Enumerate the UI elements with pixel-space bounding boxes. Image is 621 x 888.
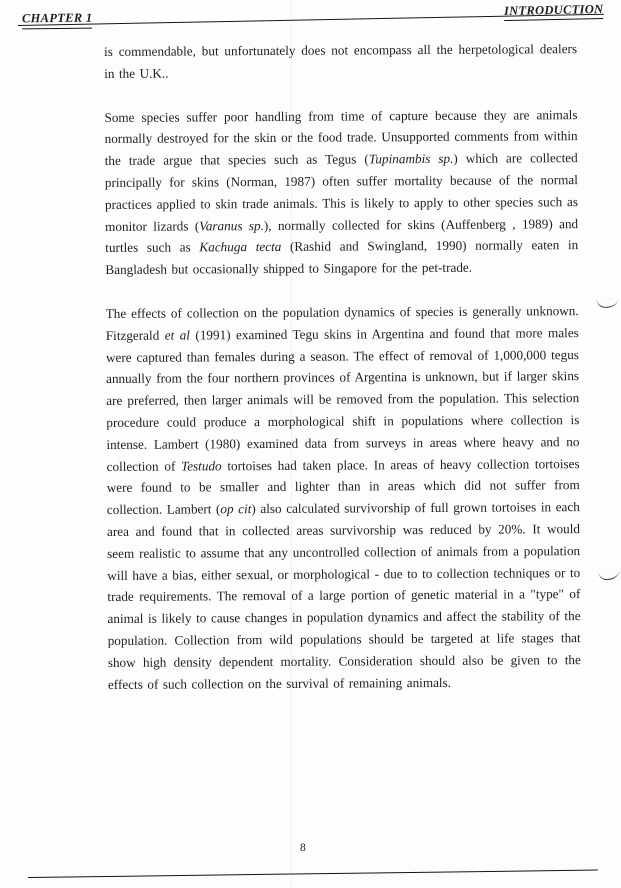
paragraph: The effects of collection on the population dynamics of species is generally unknown. Fitzgerald et al (1991) examined Tegu skins in Argentina and found that more males were captured than females during a season. The effect of removal of 1,000,000 tegus annually from the four northern provinces of Argentina is unknown, but if larger skins are preferred, then larger animals will be removed from the population. This selection procedure could produce a morphological shift in populations where collection is intense. Lambert (1980) examined data from surveys in areas where heavy and no collection of Testudo tortoises had taken place. In areas of heavy collection tortoises were found to be smaller and lighter than in areas which did not suffer from collection. Lambert (op cit) also calculated survivorship of full grown tortoises in each area and found that in collected areas survivorship was reduced by 20%. It would seem realistic to assume that any uncontrolled collection of animals from a population will have a bias, either sexual, or morphological - due to to collection techniques or to trade requirements. The removal of a large portion of genetic material in a "type" of animal is likely to cause changes in population dynamics and affect the stability of the population. Collection from wild populations should be targeted at life stages that show high density dependent mortality. Consideration should also be given to the effects of such collection on the survival of remaining animals.: [105, 303, 581, 692]
paragraph: Some species suffer poor handling from time of capture because they are animals normally destroyed for the skin or the food trade. Unsupported comments from within the trade argue that species such as Tegus (Tupinambis sp.) which are collected principally for skins (Norman, 1987) often suffer mortality because of the normal practices applied to skin trade animals. This is likely to apply to other species such as monitor lizards (Varanus sp.), normally collected for skins (Auffenberg , 1989) and turtles such as Kachuga tecta (Rashid and Swingland, 1990) normally eaten in Bangladesh but occasionally shipped to Singapore for the pet-trade.: [104, 106, 579, 278]
paragraph: is commendable, but unfortunately does not encompass all the herpetological dealers in the U.K..: [104, 41, 578, 81]
footer-rule: [28, 870, 598, 878]
margin-pen-mark: [598, 569, 620, 580]
running-header-section: INTRODUCTION: [503, 2, 603, 21]
running-header-chapter: CHAPTER 1: [22, 11, 93, 30]
body-text: [104, 38, 581, 717]
margin-pen-mark: [596, 297, 619, 309]
page-number: 8: [300, 842, 306, 854]
